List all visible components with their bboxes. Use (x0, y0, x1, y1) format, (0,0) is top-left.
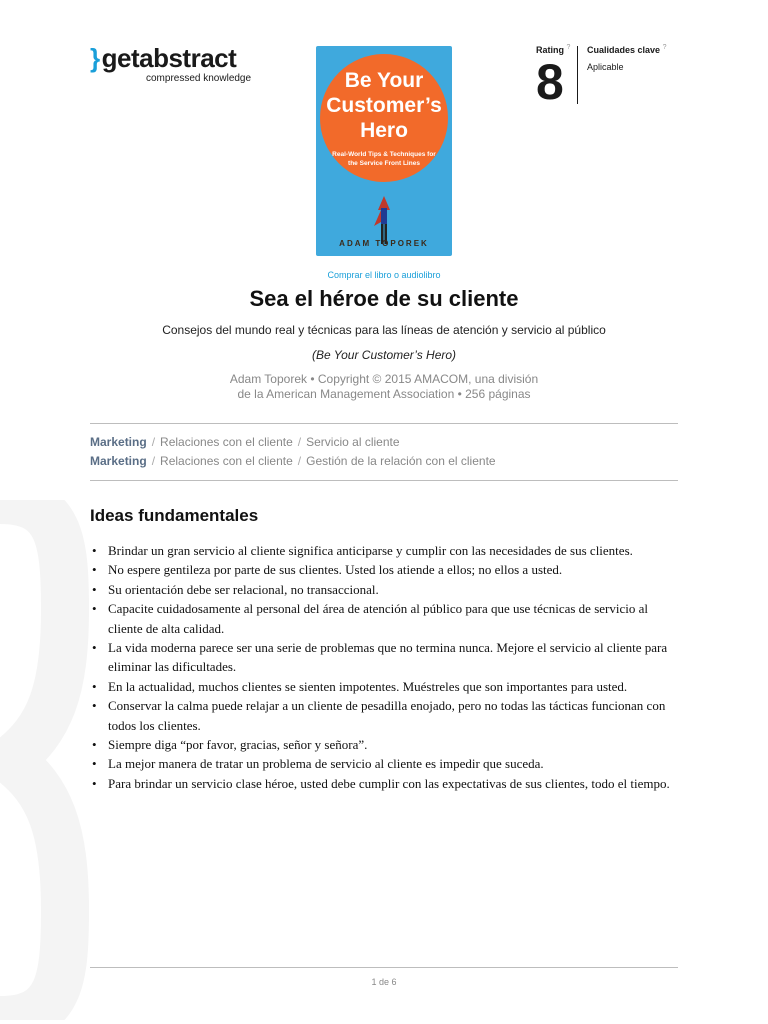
breadcrumb (90, 452, 496, 471)
page-indicator: 1 de 6 (371, 977, 397, 987)
breadcrumb-separator: / (297, 454, 302, 468)
rating-label: Rating ? (536, 44, 571, 55)
qualities-help-icon[interactable]: ? (662, 44, 667, 51)
breadcrumb (90, 433, 496, 452)
list-item: • Conservar la calma puede relajar a un cliente de pesadilla enojado, pero no todas las tácticas funcionan con todos los clientes. (90, 696, 680, 735)
meta-line: Adam Toporek • Copyright © 2015 AMACOM, una división (229, 372, 539, 386)
rating (536, 44, 571, 110)
buy-book-link[interactable]: Comprar el libro o audiolibro (327, 270, 441, 280)
getabstract-logo[interactable] (90, 44, 251, 84)
list-item: • La vida moderna parece ser una serie de problemas que no termina nunca. Mejore el servicio al cliente para eliminar las dificultades. (90, 638, 680, 677)
list-item: • Brindar un gran servicio al cliente significa anticiparse y cumplir con las necesidades de sus clientes. (90, 541, 680, 560)
list-item: • La mejor manera de tratar un problema de servicio al cliente es impedir que suceda. (90, 754, 680, 773)
book-meta (0, 372, 768, 402)
meta-line: de la American Management Association • 256 páginas (237, 387, 531, 401)
book-subtitle: Consejos del mundo real y técnicas para las líneas de atención y servicio al público (162, 323, 606, 337)
breadcrumb-item[interactable]: Servicio al cliente (306, 435, 400, 449)
cover-title: Be Your Customer’s Hero (326, 69, 442, 142)
key-qualities (587, 44, 666, 72)
logo-brace-icon: } (90, 43, 100, 73)
cover-author: ADAM TOPOREK (339, 239, 429, 248)
logo-wordmark: getabstract (101, 43, 237, 73)
footer-divider (90, 967, 678, 968)
list-item: • En la actualidad, muchos clientes se sienten impotentes. Muéstreles que son importantes para usted. (90, 677, 680, 696)
breadcrumb-item[interactable]: Relaciones con el cliente (160, 454, 293, 468)
divider (90, 423, 678, 424)
breadcrumb-item[interactable]: Relaciones con el cliente (160, 435, 293, 449)
list-item: • No espere gentileza por parte de sus clientes. Usted los atiende a ellos; no ellos a usted. (90, 560, 680, 579)
logo-tagline: compressed knowledge (146, 73, 252, 84)
section-heading: Ideas fundamentales (90, 506, 259, 525)
breadcrumb-item[interactable]: Gestión de la relación con el cliente (306, 454, 496, 468)
background-brace-watermark (0, 500, 90, 1020)
breadcrumb-separator: / (151, 454, 156, 468)
list-item: • Su orientación debe ser relacional, no transaccional. (90, 580, 680, 599)
rating-help-icon[interactable]: ? (566, 44, 571, 51)
qualities-label: Cualidades clave ? (587, 44, 667, 55)
list-item: • Siempre diga “por favor, gracias, señor y señora”. (90, 735, 680, 754)
qualities-value: Aplicable (587, 62, 624, 72)
divider (90, 480, 678, 481)
rating-value: 8 (536, 54, 564, 110)
breadcrumb-item-marketing[interactable]: Marketing (90, 454, 147, 468)
page-title: Sea el héroe de su cliente (249, 286, 519, 311)
key-ideas-list (90, 541, 680, 793)
list-item: • Capacite cuidadosamente al personal del área de atención al público para que use técnicas de servicio al cliente de alta calidad. (90, 599, 680, 638)
breadcrumb-separator: / (151, 435, 156, 449)
book-cover[interactable] (316, 46, 452, 256)
breadcrumb-separator: / (297, 435, 302, 449)
category-breadcrumbs (90, 433, 496, 471)
cover-subtitle: Real-World Tips & Techniques for the Service Front Lines (332, 151, 436, 167)
rating-divider (577, 46, 578, 104)
breadcrumb-item-marketing[interactable]: Marketing (90, 435, 147, 449)
list-item: • Para brindar un servicio clase héroe, usted debe cumplir con las expectativas de sus clientes, todo el tiempo. (90, 774, 680, 793)
original-title: (Be Your Customer’s Hero) (311, 348, 457, 362)
